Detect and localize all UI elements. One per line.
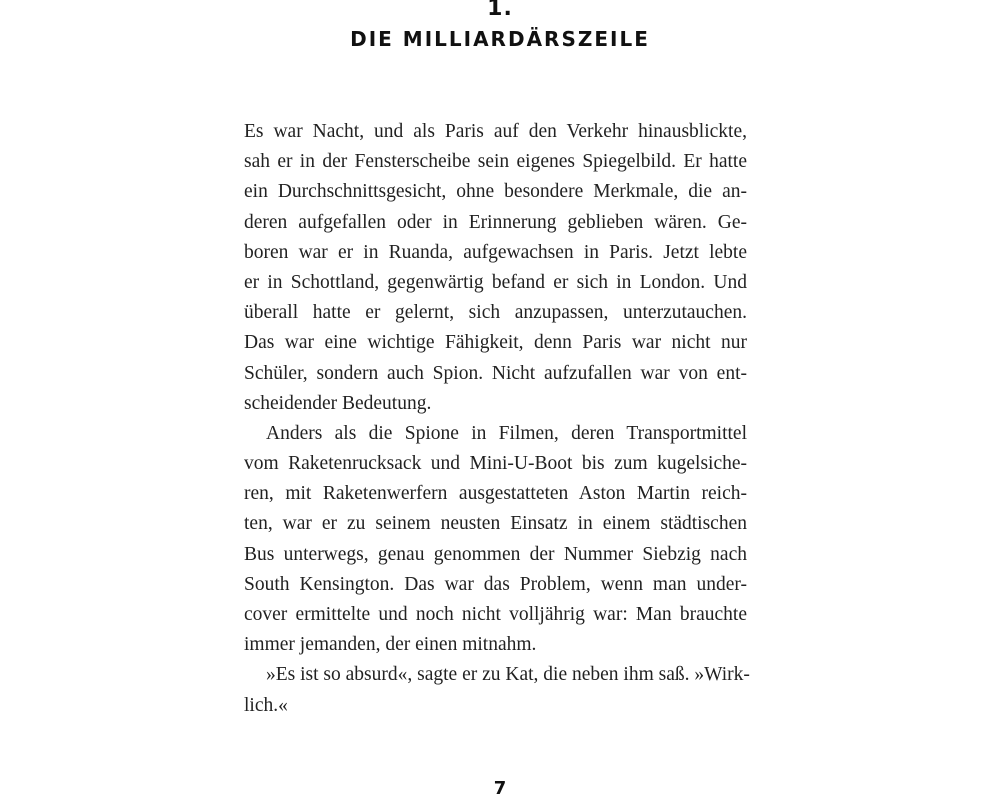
text-line: vom Raketenrucksack und Mini-U-Boot bis zum kugelsiche- xyxy=(244,453,747,475)
paragraph-2 xyxy=(244,419,747,661)
text-line: immer jemanden, der einen mitnahm. xyxy=(244,634,537,656)
chapter-number: 1. xyxy=(487,0,513,21)
text-line: Bus unterwegs, genau genommen der Nummer Siebzig nach xyxy=(244,543,747,565)
chapter-body-text xyxy=(244,117,750,721)
text-line: ren, mit Raketenwerfern ausgestatteten Aston Martin reich- xyxy=(244,483,747,505)
text-line: Anders als die Spione in Filmen, deren Transportmittel xyxy=(266,422,747,444)
page-number: 7 xyxy=(493,778,507,799)
text-line: überall hatte er gelernt, sich anzupassen, unterzutauchen. xyxy=(244,302,747,324)
chapter-title: DIE MILLIARDÄRSZEILE xyxy=(350,27,650,51)
text-line: scheidender Bedeutung. xyxy=(244,392,432,414)
text-line: ein Durchschnittsgesicht, ohne besondere Merkmale, die an- xyxy=(244,181,747,203)
paragraph-3 xyxy=(244,660,750,720)
text-line: er in Schottland, gegenwärtig befand er sich in London. Und xyxy=(244,271,747,293)
text-line: boren war er in Ruanda, aufgewachsen in Paris. Jetzt lebte xyxy=(244,241,747,263)
text-line: »Es ist so absurd«, sagte er zu Kat, die neben ihm saß. »Wirk- xyxy=(266,664,750,686)
text-line: sah er in der Fensterscheibe sein eigenes Spiegelbild. Er hatte xyxy=(244,151,747,173)
text-line: deren aufgefallen oder in Erinnerung geblieben wären. Ge- xyxy=(244,211,747,233)
text-line: Es war Nacht, und als Paris auf den Verkehr hinausblickte, xyxy=(244,121,747,142)
paragraph-1 xyxy=(244,117,747,419)
text-line: Schüler, sondern auch Spion. Nicht aufzufallen war von ent- xyxy=(244,362,747,384)
text-line: ten, war er zu seinem neusten Einsatz in einem städtischen xyxy=(244,513,747,535)
text-line: Das war eine wichtige Fähigkeit, denn Paris war nicht nur xyxy=(244,332,747,354)
text-line: cover ermittelte und noch nicht volljährig war: Man brauchte xyxy=(244,604,747,625)
text-line: South Kensington. Das war das Problem, wenn man under- xyxy=(244,573,747,595)
text-line: lich.« xyxy=(244,694,288,716)
